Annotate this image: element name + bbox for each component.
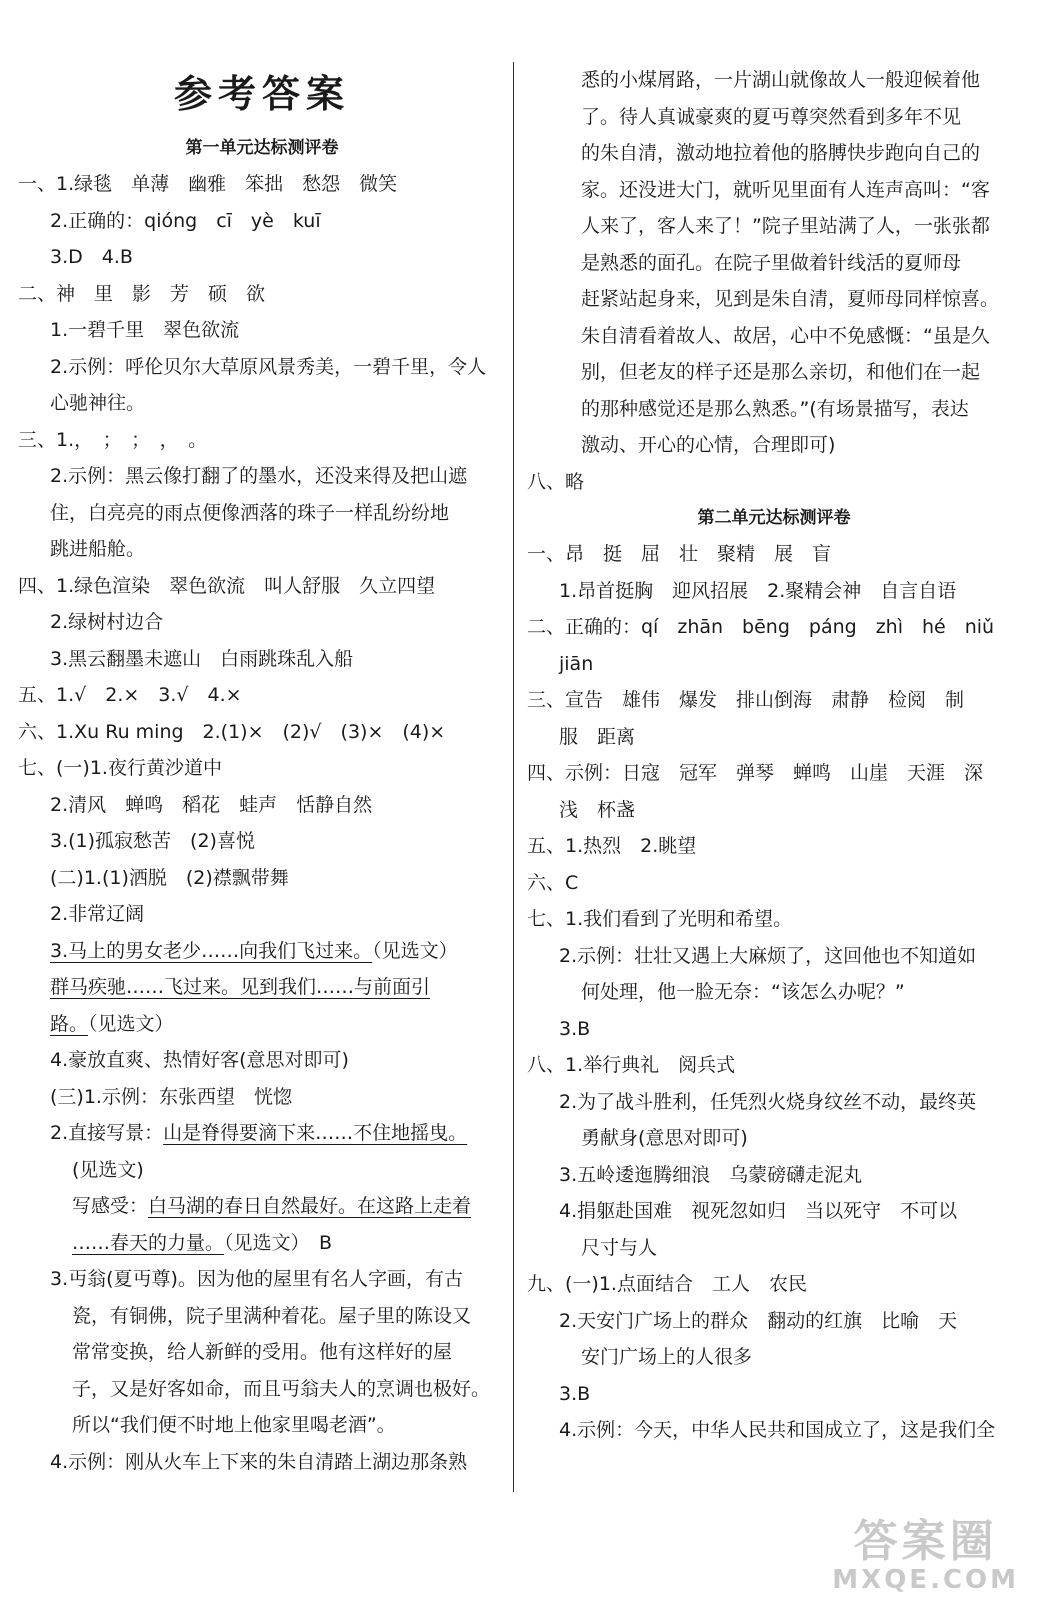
answer-line: 五、1.热烈 2.眺望: [527, 835, 697, 857]
answer-line: 一、昂 挺 屈 壮 聚精 展 盲: [527, 543, 832, 565]
answer-line: 2.天安门广场上的群众 翻动的红旗 比喻 天: [559, 1309, 958, 1332]
answer-line: 人来了，客人来了！”院子里站满了人，一张张都: [581, 215, 990, 237]
answer-line: [18, 1115, 506, 1152]
answer-line: 子，又是好客如命，而且丏翁夫人的烹调也极好。: [72, 1377, 491, 1400]
answer-line: 住，白亮亮的雨点便像洒落的珠子一样乱纷纷地: [50, 501, 450, 524]
answer-line: 3.五岭逶迤腾细浪 乌蒙磅礴走泥丸: [559, 1163, 863, 1186]
answer-line: 心驰神往。: [50, 392, 146, 414]
answer-line: 别，但老友的样子还是那么亲切，和他们在一起: [581, 361, 981, 383]
answer-line: 2.示例：呼伦贝尔大草原风景秀美，一碧千里，令人: [50, 355, 487, 378]
answer-line: 赶紧站起身来，见到是朱自清，夏师母同样惊喜。: [581, 288, 1000, 310]
answer-line: 九、(一)1.点面结合 工人 农民: [527, 1273, 807, 1295]
answer-line: 了。待人真诚豪爽的夏丏尊突然看到多年不见: [581, 105, 962, 128]
answer-line: 二、神 里 影 芳 硕 欲: [18, 282, 266, 305]
answer-line: 的那种感觉还是那么熟悉。”(有场景描写，表达: [581, 397, 969, 420]
answer-line: 三、1.， ； ； ， 。: [18, 428, 208, 451]
answer-line: 3.丏翁(夏丏尊)。因为他的屋里有名人字画，有古: [50, 1268, 463, 1290]
answer-line: 的朱自清，激动地拉着他的胳膊快步跑向自己的: [581, 142, 981, 164]
answer-line: [18, 1188, 506, 1225]
answer-line: 4.捐躯赴国难 视死忽如归 当以死守 不可以: [559, 1200, 958, 1222]
answer-line: 4.示例：今天，中华人民共和国成立了，这是我们全: [559, 1419, 996, 1441]
answer-line: 跳进船舱。: [50, 538, 146, 560]
watermark-text: 答案圈: [853, 1516, 998, 1567]
answer-label: 写感受：: [72, 1195, 149, 1217]
answer-line: 七、(一)1.夜行黄沙道中: [18, 757, 222, 779]
answer-line: 2.示例：黑云像打翻了的墨水，还没来得及把山遮: [50, 465, 468, 487]
answer-line: [18, 969, 506, 1006]
page-title: 参考答案: [173, 72, 350, 116]
answer-line: 五、1.√ 2.× 3.√ 4.×: [18, 684, 242, 706]
underlined-excerpt: 群马疾驰……飞过来。见到我们……与前面引: [50, 976, 431, 998]
source-note: （见选文） B: [224, 1231, 333, 1254]
answer-line: 所以“我们便不时地上他家里喝老酒”。: [72, 1414, 396, 1436]
answer-line: [18, 933, 506, 970]
answer-line: 六、1.Xu Ru ming 2.(1)× (2)√ (3)× (4)×: [18, 720, 446, 743]
answer-line: 2.示例：壮壮又遇上大麻烦了，这回他也不知道如: [559, 944, 977, 967]
answer-line: 3.D 4.B: [50, 246, 133, 268]
answer-line: 六、C: [527, 871, 579, 894]
watermark-logo: [832, 1518, 1019, 1594]
answer-line: 2.非常辽阔: [50, 903, 145, 925]
answer-line: 何处理，他一脸无奈：“该怎么办呢？”: [581, 981, 905, 1003]
watermark-url: MXQE.COM: [832, 1565, 1019, 1595]
answer-line: 3.黑云翻墨未遮山 白雨跳珠乱入船: [50, 647, 354, 670]
underlined-excerpt: 3.马上的男女老少……向我们飞过来。: [50, 939, 373, 962]
answer-line: 1.昂首挺胸 迎风招展 2.聚精会神 自言自语: [559, 579, 957, 602]
answer-line: 2.为了战斗胜利，任凭烈火烧身纹丝不动，最终英: [559, 1090, 977, 1113]
answer-line: (见选文): [72, 1158, 144, 1181]
answer-line: [18, 1006, 506, 1043]
answer-line: 三、宣告 雄伟 爆发 排山倒海 肃静 检阅 制: [527, 689, 965, 711]
column-divider: [513, 62, 514, 1492]
underlined-excerpt: 山是脊得要滴下来……不住地摇曳。: [163, 1122, 468, 1144]
underlined-excerpt: 白马湖的春日自然最好。在这路上走着: [148, 1195, 472, 1217]
answer-line: 服 距离: [559, 725, 636, 748]
source-note: （见选文）: [372, 939, 458, 962]
answer-label: 2.直接写景：: [50, 1122, 164, 1144]
right-column: [527, 62, 1021, 1449]
answer-line: 3.(1)孤寂愁苦 (2)喜悦: [50, 830, 255, 852]
answer-line: 瓷，有铜佛，院子里满种着花。屋子里的陈设又: [72, 1304, 472, 1327]
answer-line: (三)1.示例：东张西望 恍惚: [50, 1085, 292, 1108]
answer-line: 常常变换，给人新鲜的受用。他有这样好的屋: [72, 1341, 453, 1363]
answer-line: 朱自清看着故人、故居，心中不免感慨：“虽是久: [581, 324, 990, 347]
answer-line: [18, 1225, 506, 1262]
answer-line: 安门广场上的人很多: [581, 1346, 753, 1368]
answer-line: jiān: [559, 652, 594, 675]
answer-line: 3.B: [559, 1382, 591, 1405]
answer-line: 4.豪放直爽、热情好客(意思对即可): [50, 1049, 349, 1071]
underlined-excerpt: ……春天的力量。: [72, 1231, 225, 1254]
answer-line: 浅 杯盏: [559, 798, 636, 821]
answer-line: 悉的小煤屑路，一片湖山就像故人一般迎候着他: [581, 69, 981, 91]
underlined-excerpt: 路。: [50, 1012, 89, 1035]
answer-line: 四、示例：日寇 冠军 弹琴 蝉鸣 山崖 天涯 深: [527, 762, 984, 784]
answer-line: 勇献身(意思对即可): [581, 1127, 748, 1149]
answer-line: 2.清风 蝉鸣 稻花 蛙声 恬静自然: [50, 793, 373, 816]
answer-line: 一、1.绿毯 单薄 幽雅 笨拙 愁怨 微笑: [18, 173, 398, 195]
answer-line: 2.正确的：qióng cī yè kuī: [50, 209, 321, 232]
unit2-title: 第二单元达标测评卷: [697, 508, 851, 528]
answer-line: 1.一碧千里 翠色欲流: [50, 319, 240, 341]
left-column: [18, 62, 506, 1480]
answer-line: 4.示例：刚从火车上下来的朱自清踏上湖边那条熟: [50, 1450, 468, 1473]
answer-line: 家。还没进大门，就听见里面有人连声高叫：“客: [581, 178, 990, 201]
answer-line: 尺寸与人: [581, 1236, 658, 1259]
answer-line: 七、1.我们看到了光明和希望。: [527, 908, 793, 930]
answer-line: 2.绿树村边合: [50, 611, 164, 633]
answer-line: 3.B: [559, 1017, 591, 1040]
answer-line: 八、1.举行典礼 阅兵式: [527, 1054, 736, 1076]
unit1-title: 第一单元达标测评卷: [185, 138, 339, 158]
answer-line: 是熟悉的面孔。在院子里做着针线活的夏师母: [581, 251, 962, 274]
answer-line: 激动、开心的心情，合理即可): [581, 434, 836, 456]
answer-line: 四、1.绿色渲染 翠色欲流 叫人舒服 久立四望: [18, 574, 436, 597]
answer-line: 二、正确的：qí zhān bēng páng zhì hé niǔ: [527, 616, 995, 638]
answer-line: 八、略: [527, 470, 585, 493]
source-note: （见选文）: [88, 1012, 174, 1035]
answer-line: (二)1.(1)洒脱 (2)襟飘带舞: [50, 866, 289, 889]
